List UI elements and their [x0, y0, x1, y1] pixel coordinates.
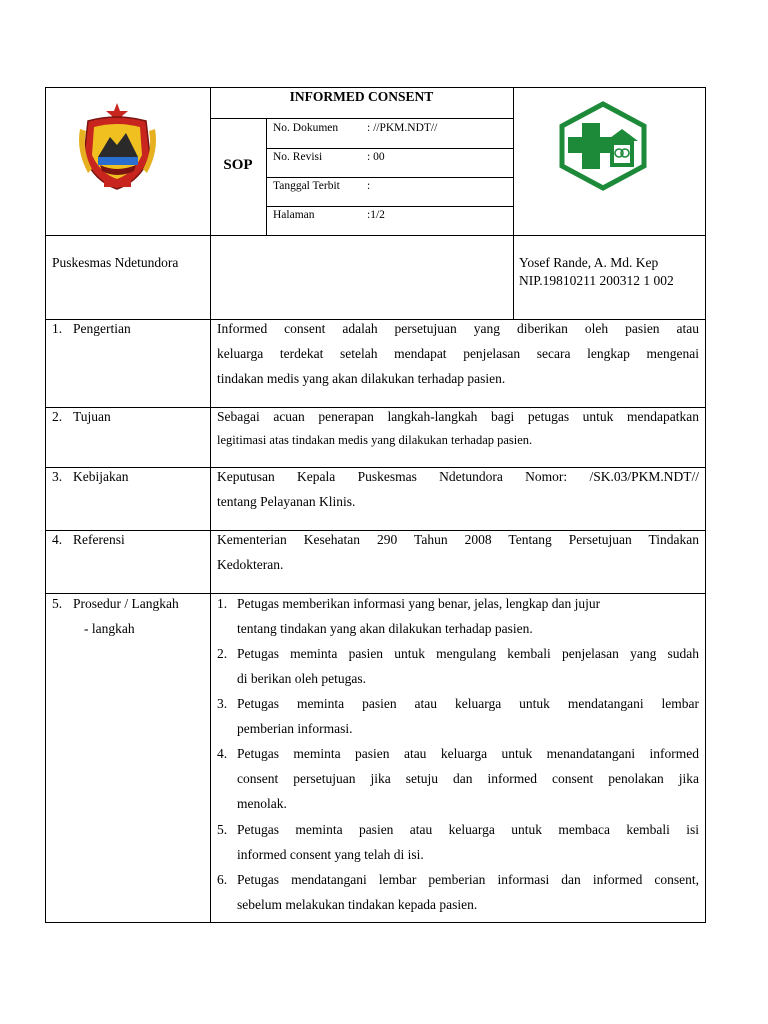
kebijakan-line: Keputusan Kepala Puskesmas Ndetundora Nomor: /SK.03/PKM.NDT//: [217, 469, 699, 484]
step-line: pemberian informasi.: [237, 721, 353, 736]
step-number: 2.: [217, 646, 228, 661]
section-label-referensi: Referensi: [73, 532, 125, 547]
step-line: consent persetujuan jika setuju dan informed consent penolakan jika: [237, 771, 699, 786]
field-label-no-revisi: No. Revisi: [273, 151, 323, 163]
signer-nip: NIP.19810211 200312 1 002: [519, 273, 674, 288]
field-label-halaman: Halaman: [273, 209, 315, 221]
referensi-line: Kementerian Kesehatan 290 Tahun 2008 Tentang Persetujuan Tindakan: [217, 532, 699, 547]
rule: [513, 87, 514, 319]
field-label-tanggal-terbit: Tanggal Terbit: [273, 180, 340, 192]
field-value-tanggal-terbit: :: [367, 180, 371, 192]
step-number: 4.: [217, 746, 228, 761]
step-line: di berikan oleh petugas.: [237, 671, 366, 686]
section-label-prosedur: Prosedur / Langkah: [73, 596, 179, 611]
tujuan-line: Sebagai acuan penerapan langkah-langkah bagi petugas untuk mendapatkan: [217, 409, 699, 424]
sop-label: SOP: [223, 157, 253, 173]
regional-emblem-icon: [70, 101, 165, 191]
section-number: 2.: [52, 409, 63, 424]
step-line: Petugas meminta pasien atau keluarga untuk menandatangani informed: [237, 746, 699, 761]
section-number: 3.: [52, 469, 63, 484]
rule: [266, 177, 513, 178]
field-value-no-revisi: : 00: [367, 151, 385, 163]
step-line: menolak.: [237, 796, 287, 811]
step-line: Petugas meminta pasien untuk mengulang kembali penjelasan yang sudah: [237, 646, 699, 661]
step-number: 6.: [217, 872, 228, 887]
section-number: 5.: [52, 596, 63, 611]
rule: [45, 235, 706, 236]
kebijakan-line: tentang Pelayanan Klinis.: [217, 494, 356, 509]
section-label-pengertian: Pengertian: [73, 321, 131, 336]
field-value-halaman: :1/2: [367, 209, 385, 221]
step-line: Petugas meminta pasien atau keluarga untuk mendatangani lembar: [237, 696, 699, 711]
rule: [210, 87, 211, 923]
step-line: tentang tindakan yang akan dilakukan terhadap pasien.: [237, 621, 533, 636]
facility-name: Puskesmas Ndetundora: [52, 255, 179, 270]
step-line: informed consent yang telah di isi.: [237, 847, 424, 862]
pengertian-line: tindakan medis yang akan dilakukan terhadap pasien.: [217, 371, 506, 386]
signer-name: Yosef Rande, A. Md. Kep: [519, 255, 659, 270]
rule: [266, 206, 513, 207]
rule: [210, 118, 513, 119]
section-label-kebijakan: Kebijakan: [73, 469, 129, 484]
section-number: 4.: [52, 532, 63, 547]
puskesmas-logo-icon: [556, 101, 650, 191]
rule: [266, 148, 513, 149]
step-line: Petugas mendatangani lembar pemberian informasi dan informed consent,: [237, 872, 699, 887]
document-title: INFORMED CONSENT: [289, 89, 434, 104]
field-value-no-dokumen: : //PKM.NDT//: [367, 122, 438, 134]
rule: [266, 118, 267, 235]
section-label-prosedur-cont: - langkah: [84, 621, 135, 636]
section-number: 1.: [52, 321, 63, 336]
tujuan-line: legitimasi atas tindakan medis yang dilakukan terhadap pasien.: [217, 433, 533, 447]
step-number: 3.: [217, 696, 228, 711]
section-label-tujuan: Tujuan: [73, 409, 111, 424]
referensi-line: Kedokteran.: [217, 557, 284, 572]
pengertian-line: Informed consent adalah persetujuan yang diberikan oleh pasien atau: [217, 321, 699, 336]
pengertian-line: keluarga terdekat setelah mendapat penjelasan secara lengkap mengenai: [217, 346, 699, 361]
step-line: sebelum melakukan tindakan kepada pasien.: [237, 897, 478, 912]
field-label-no-dokumen: No. Dokumen: [273, 122, 339, 134]
step-number: 5.: [217, 822, 228, 837]
step-line: Petugas memberikan informasi yang benar, jelas, lengkap dan jujur: [237, 596, 601, 611]
step-line: Petugas meminta pasien atau keluarga untuk membaca kembali isi: [237, 822, 699, 837]
step-number: 1.: [217, 596, 228, 611]
